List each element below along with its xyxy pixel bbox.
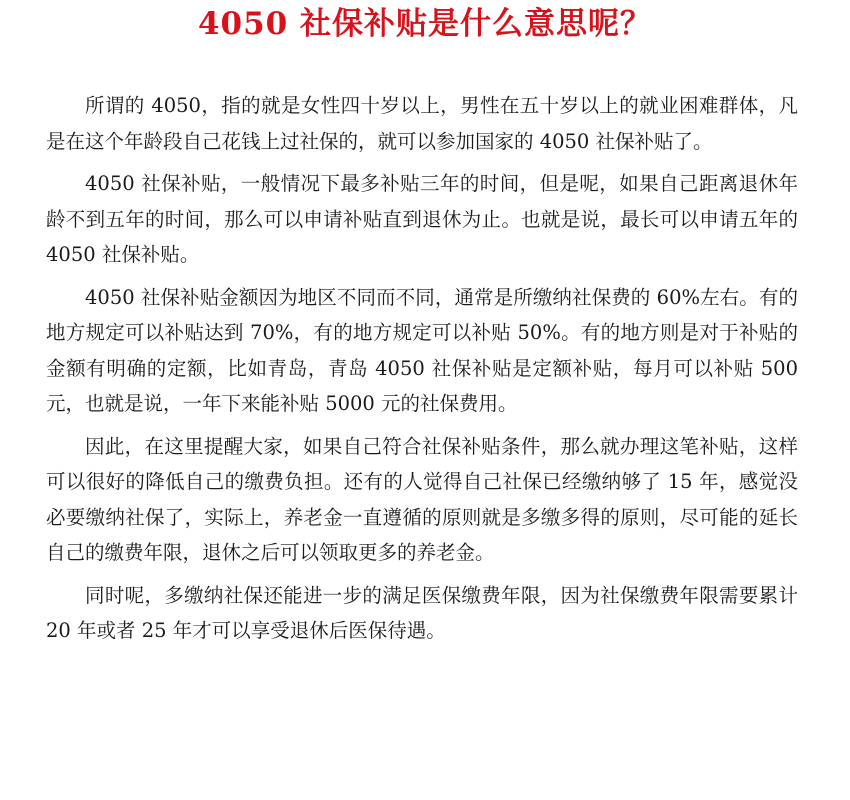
document-title: 4050 社保补贴是什么意思呢？ (197, 6, 653, 42)
paragraph-medical-insurance: 同时呢，多缴纳社保还能进一步的满足医保缴费年限，因为社保缴费年限需要累计 20 年或者 25 年才可以享受退休后医保待遇。 (46, 583, 798, 642)
paragraph-duration: 4050 社保补贴，一般情况下最多补贴三年的时间，但是呢，如果自己距离退休年龄不到五年的时间，那么可以申请补贴直到退休为止。也就是说，最长可以申请五年的 4050 社保补贴。 (46, 172, 798, 266)
paragraph-definition: 所谓的 4050，指的就是女性四十岁以上，男性在五十岁以上的就业困难群体，凡是在这个年龄段自己花钱上过社保的，就可以参加国家的 4050 社保补贴了。 (46, 94, 798, 153)
paragraph-advice: 因此，在这里提醒大家，如果自己符合社保补贴条件，那么就办理这笔补贴，这样可以很好的降低自己的缴费负担。还有的人觉得自己社保已经缴纳够了 15 年，感觉没必要缴纳社保了，实际上，养老金一直遵循的原则就是多缴多得的原则，尽可能的延长自己的缴费年限，退休之后可以领取更多的养老金。 (46, 434, 798, 564)
document-body (46, 88, 798, 656)
paragraph-amount: 4050 社保补贴金额因为地区不同而不同，通常是所缴纳社保费的 60%左右。有的地方规定可以补贴达到 70%，有的地方规定可以补贴 50%。有的地方则是对于补贴的金额有明确的定额，比如青岛，青岛 4050 社保补贴是定额补贴，每月可以补贴 500 元，也就是说，一年下来能补贴 5000 元的社保费用。 (46, 285, 798, 415)
